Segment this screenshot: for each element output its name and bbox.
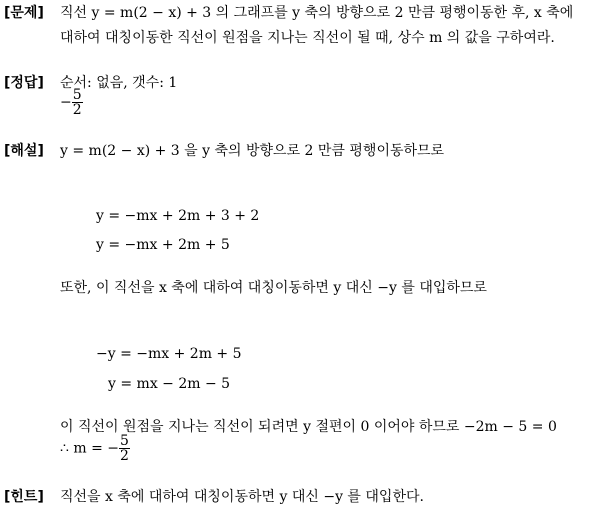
result-fraction [119,434,130,463]
solution-equation-1: y = −mx + 2m + 3 + 2 [96,208,260,224]
hint-label: [힌트] [4,489,44,505]
answer-denominator: 2 [72,102,82,118]
solution-label: [해설] [4,143,44,159]
solution-equation-3: −y = −mx + 2m + 5 [96,346,242,362]
hint-text: 직선을 x 축에 대하여 대칭이동하면 y 대신 −y 를 대입한다. [60,489,424,505]
solution-intro: y = m(2 − x) + 3 을 y 축의 방향으로 2 만큼 평행이동하므로 [60,143,445,159]
solution-condition: 이 직선이 원점을 지나는 직선이 되려면 y 절편이 0 이어야 하므로 −2m − 5 = 0 [60,419,557,435]
solution-equation-4: y = mx − 2m − 5 [108,376,231,392]
result-denominator: 2 [120,448,129,464]
answer-value [60,88,83,117]
problem-label: [문제] [4,5,44,21]
solution-equation-2: y = −mx + 2m + 5 [96,237,230,253]
solution-reflection-text: 또한, 이 직선을 x 축에 대하여 대칭이동하면 y 대신 −y 를 대입하므로 [60,280,487,296]
result-numerator: 5 [120,433,129,449]
answer-label: [정답] [4,75,44,91]
therefore-text: ∴ m = − [60,440,119,457]
answer-numerator: 5 [72,87,82,103]
solution-result [60,434,130,463]
problem-text-line1: 직선 y = m(2 − x) + 3 의 그래프를 y 축의 방향으로 2 만큼 평행이동한 후, x 축에 [60,5,574,21]
problem-text-line2: 대하여 대칭이동한 직선이 원점을 지나는 직선이 될 때, 상수 m 의 값을 구하여라. [60,30,555,46]
answer-sign: − [60,94,72,111]
answer-fraction [72,88,83,117]
answer-meta: 순서: 없음, 갯수: 1 [60,75,178,91]
